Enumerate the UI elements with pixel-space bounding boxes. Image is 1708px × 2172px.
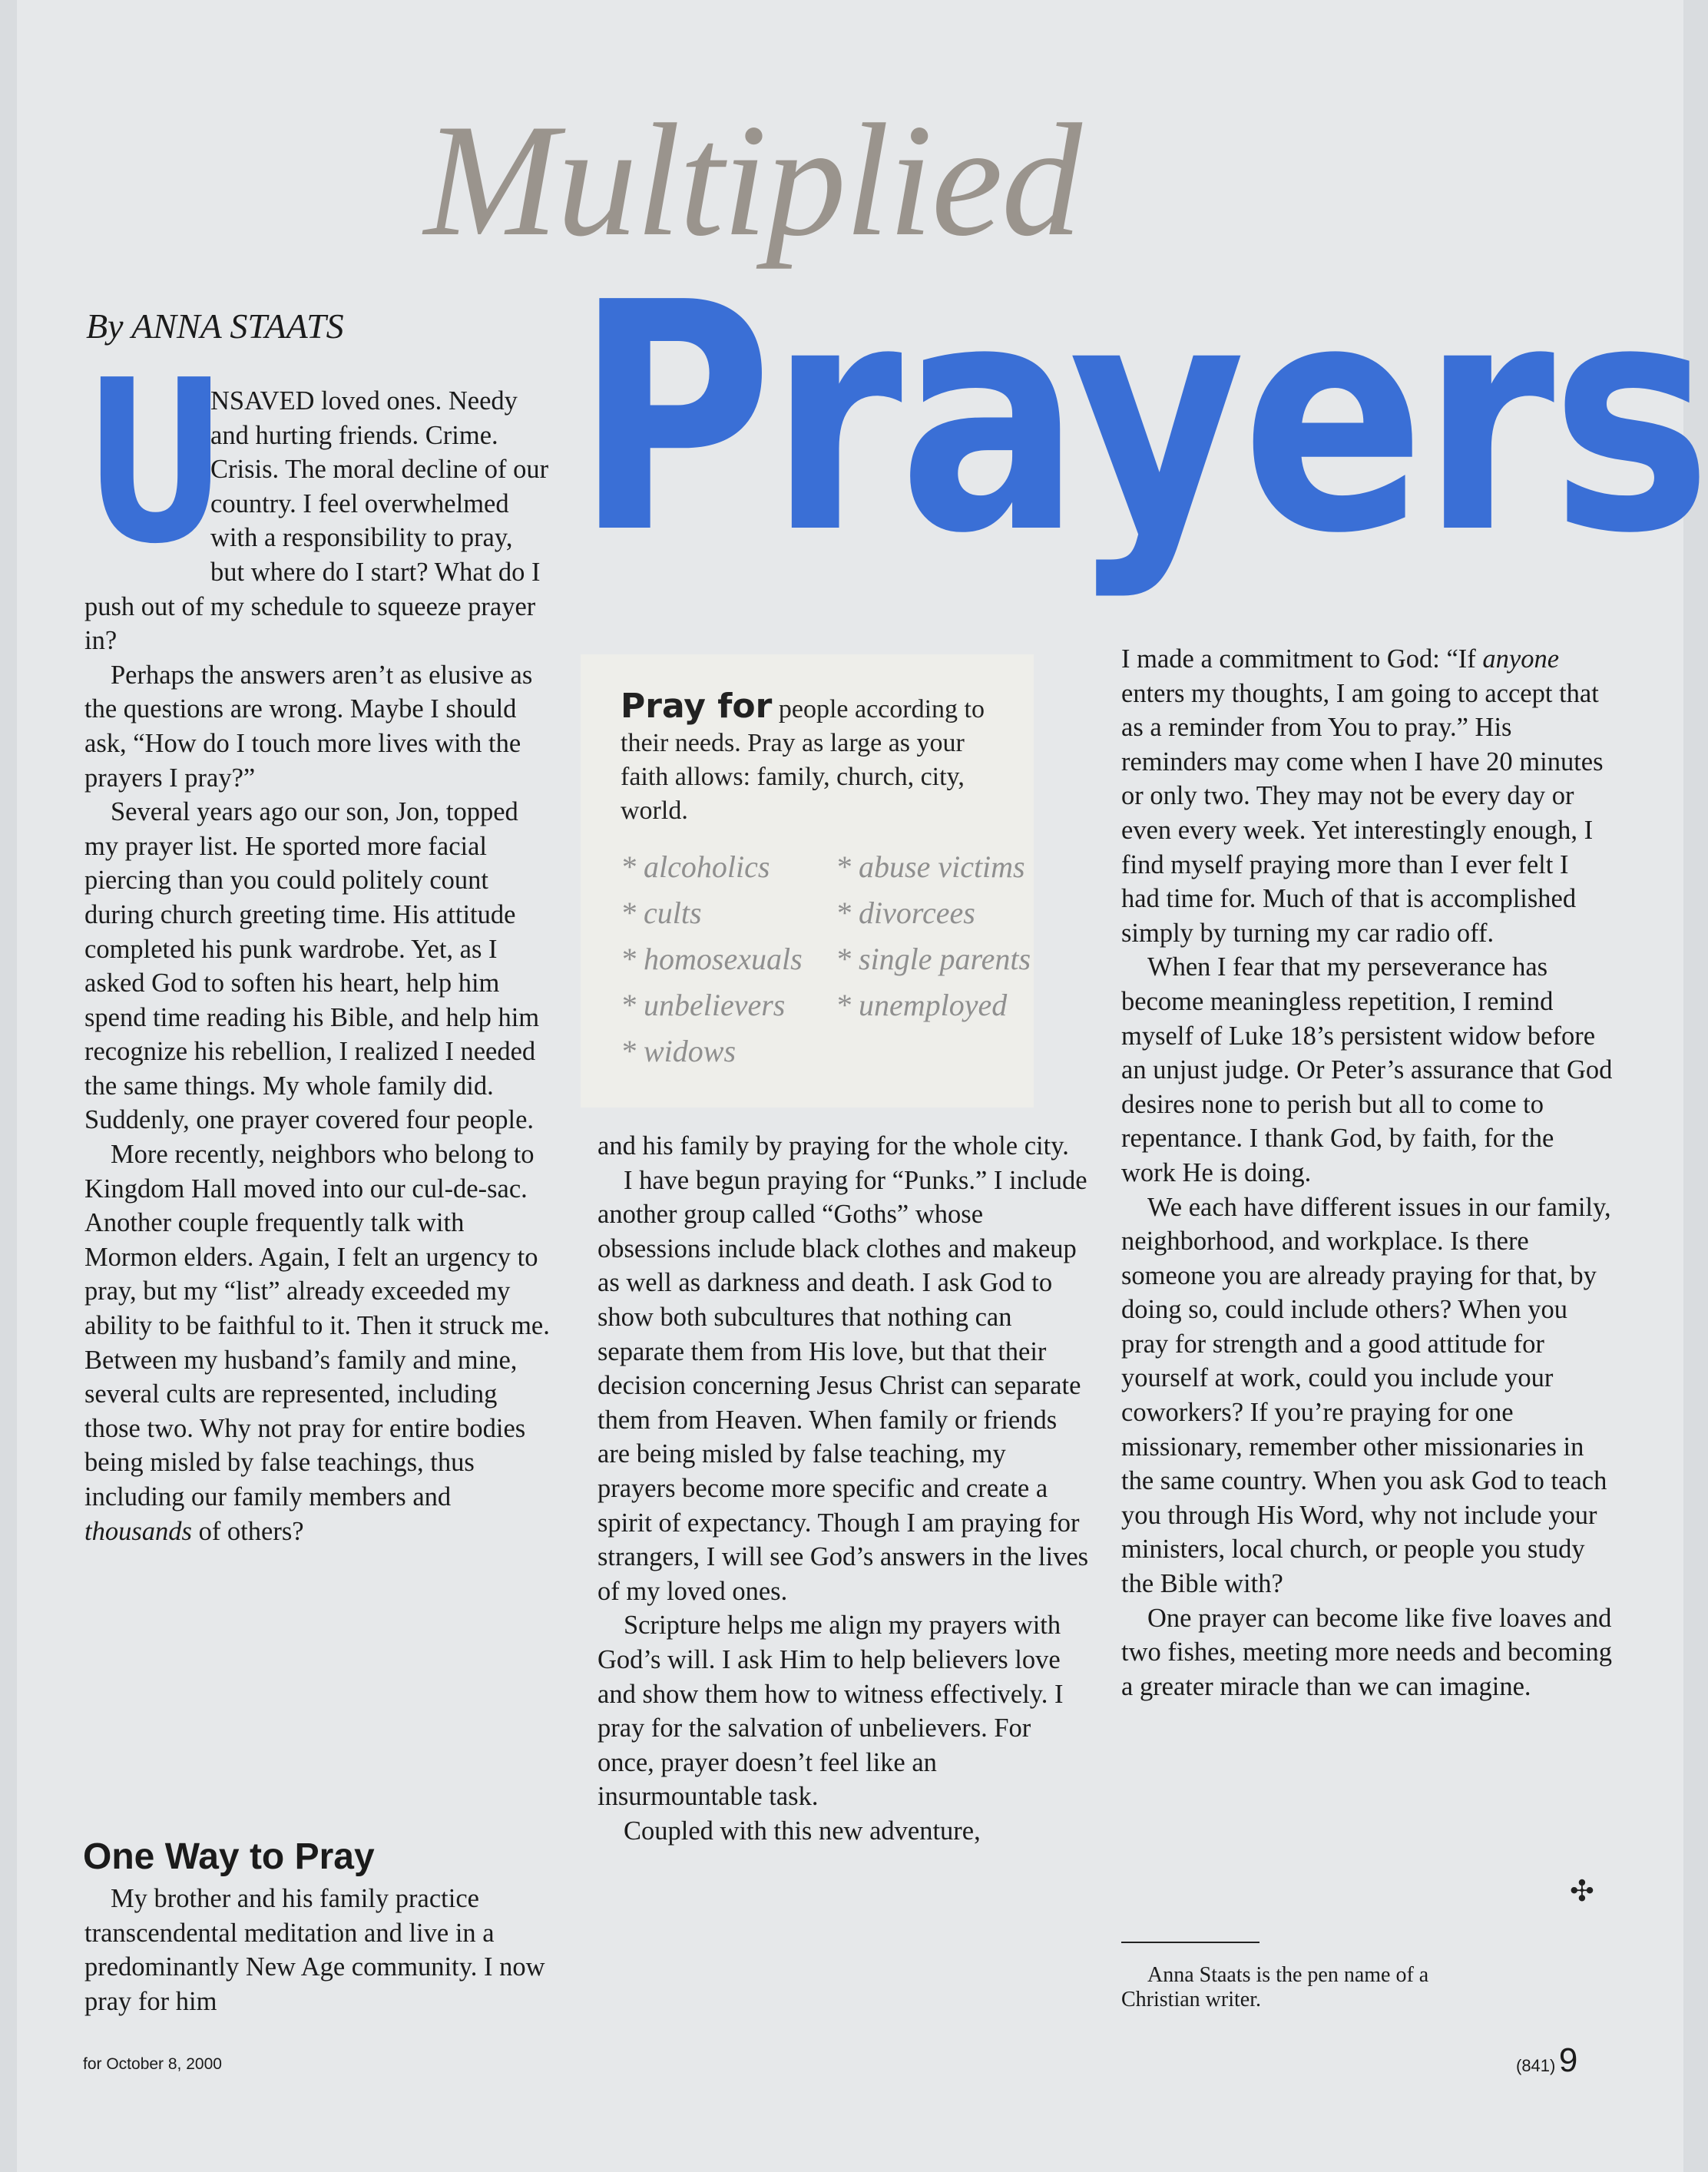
paragraph: NSAVED loved ones. Needy and hurting friends. Crime. Crisis. The moral decline of our country. I feel overwhelmed with a responsibility to pray, but where do I start? What do I push out of my schedule to squeeze prayer in? bbox=[84, 386, 549, 656]
list-item: * homosexuals bbox=[621, 942, 803, 976]
list-item: * widows bbox=[621, 1034, 736, 1068]
byline: By ANNA STAATS bbox=[86, 306, 344, 346]
page-number-value: 9 bbox=[1558, 2041, 1578, 2079]
sidebar-list bbox=[621, 846, 1031, 1072]
emphasis: thousands bbox=[84, 1516, 192, 1546]
sidebar-intro: Pray for people according to their needs. Pray as large as your faith allows: family, church, city, world. bbox=[621, 687, 985, 825]
column-3 bbox=[1121, 642, 1613, 1703]
paragraph: and his family by praying for the whole city. bbox=[597, 1131, 1069, 1160]
title-multiplied: Multiplied bbox=[424, 91, 1081, 270]
author-bio: Anna Staats is the pen name of a Christian writer. bbox=[1121, 1963, 1429, 2011]
list-item: * unbelievers bbox=[621, 988, 786, 1022]
list-item: * alcoholics bbox=[621, 849, 770, 884]
emphasis: anyone bbox=[1482, 644, 1560, 674]
list-item: * cults bbox=[621, 896, 702, 930]
subheading: One Way to Pray bbox=[83, 1836, 375, 1877]
page-code: (841) bbox=[1516, 2056, 1556, 2075]
list-item: * single parents bbox=[836, 942, 1031, 976]
paragraph: Coupled with this new adventure, bbox=[624, 1816, 981, 1846]
paragraph: One prayer can become like five loaves and two fishes, meeting more needs and becoming a greater miracle than we can imagine. bbox=[1121, 1603, 1613, 1701]
magazine-page bbox=[17, 0, 1708, 2172]
list-item: * abuse victims bbox=[836, 849, 1025, 884]
issue-date: for October 8, 2000 bbox=[83, 2055, 222, 2073]
paragraph: My brother and his family practice transcendental meditation and live in a predominantly New Age community. I now pray for him bbox=[84, 1884, 545, 2016]
paragraph: I made a commitment to God: “If anyone enters my thoughts, I am going to accept that as a reminder from You to pray.” His reminders may come when I have 20 minutes or only two. They may not be every day or even every week. Yet interestingly enough, I find myself praying more than I ever felt I had time for. Much of that is accomplished simply by turning my car radio off. bbox=[1121, 644, 1604, 948]
paragraph: More recently, neighbors who belong to Kingdom Hall moved into our cul-de-sac. Another couple frequently talk with Mormon elders. Again, I felt an urgency to pray, but my “list” already exceeded my ability to be faithful to it. Then it struck me. Between my husband’s family and mine, several cults are represented, including those two. Why not pray for entire bodies being misled by false teachings, thus including our family members and thousands of others? bbox=[84, 1140, 550, 1546]
paragraph: When I fear that my perseverance has become meaningless repetition, I remind myself of Luke 18’s persistent widow before an unjust judge. Or Peter’s assurance that God desires none to perish but all to come to repentance. I thank God, by faith, for the work He is doing. bbox=[1121, 952, 1613, 1187]
list-item: * unemployed bbox=[836, 988, 1008, 1022]
column-2 bbox=[597, 1129, 1089, 1848]
title-prayers: Prayers bbox=[574, 235, 1708, 602]
pray-for-sidebar bbox=[581, 654, 1034, 1108]
paragraph: I have begun praying for “Punks.” I include another group called “Goths” whose obsessions include black clothes and makeup as well as darkness and death. I ask God to show both subcultures that nothing can separate them from His love, but that their decision concerning Jesus Christ can separate them from Heaven. When family or friends are being misled by false teaching, my prayers become more specific and create a spirit of expectancy. Though I am praying for strangers, I will see God’s answers in the lives of my loved ones. bbox=[597, 1165, 1089, 1606]
page-number bbox=[1516, 2041, 1577, 2080]
drop-cap: U bbox=[84, 332, 227, 593]
paragraph: Perhaps the answers aren’t as elusive as the questions are wrong. Maybe I should ask, “How do I touch more lives with the prayers I pray?” bbox=[84, 660, 533, 793]
end-mark-icon: ✣ bbox=[1570, 1876, 1594, 1908]
paragraph: Several years ago our son, Jon, topped my prayer list. He sported more facial piercing than you could politely count during church greeting time. His attitude completed his punk wardrobe. Yet, as I asked God to soften his heart, help him spend time reading his Bible, and help him recognize his rebellion, I realized I needed the same things. My whole family did. Suddenly, one prayer covered four people. bbox=[84, 797, 540, 1135]
sidebar-lead: Pray for bbox=[621, 687, 773, 726]
column-1 bbox=[84, 332, 553, 1548]
column-1-continued bbox=[84, 1882, 553, 2018]
list-item: * divorcees bbox=[836, 896, 975, 930]
bio-divider bbox=[1121, 1942, 1259, 1943]
paragraph: We each have different issues in our family, neighborhood, and workplace. Is there someone you are already praying for that, by doing so, could include others? When you pray for strength and a good attitude for yourself at work, could you include your coworkers? If you’re praying for one missionary, remember other missionaries in the same country. When you ask God to teach you through His Word, why not include your ministers, local church, or people you study the Bible with? bbox=[1121, 1192, 1611, 1599]
paragraph: Scripture helps me align my prayers with God’s will. I ask Him to help believers love and show them how to witness effectively. I pray for the salvation of unbelievers. For once, prayer doesn’t feel like an insurmountable task. bbox=[597, 1611, 1064, 1812]
